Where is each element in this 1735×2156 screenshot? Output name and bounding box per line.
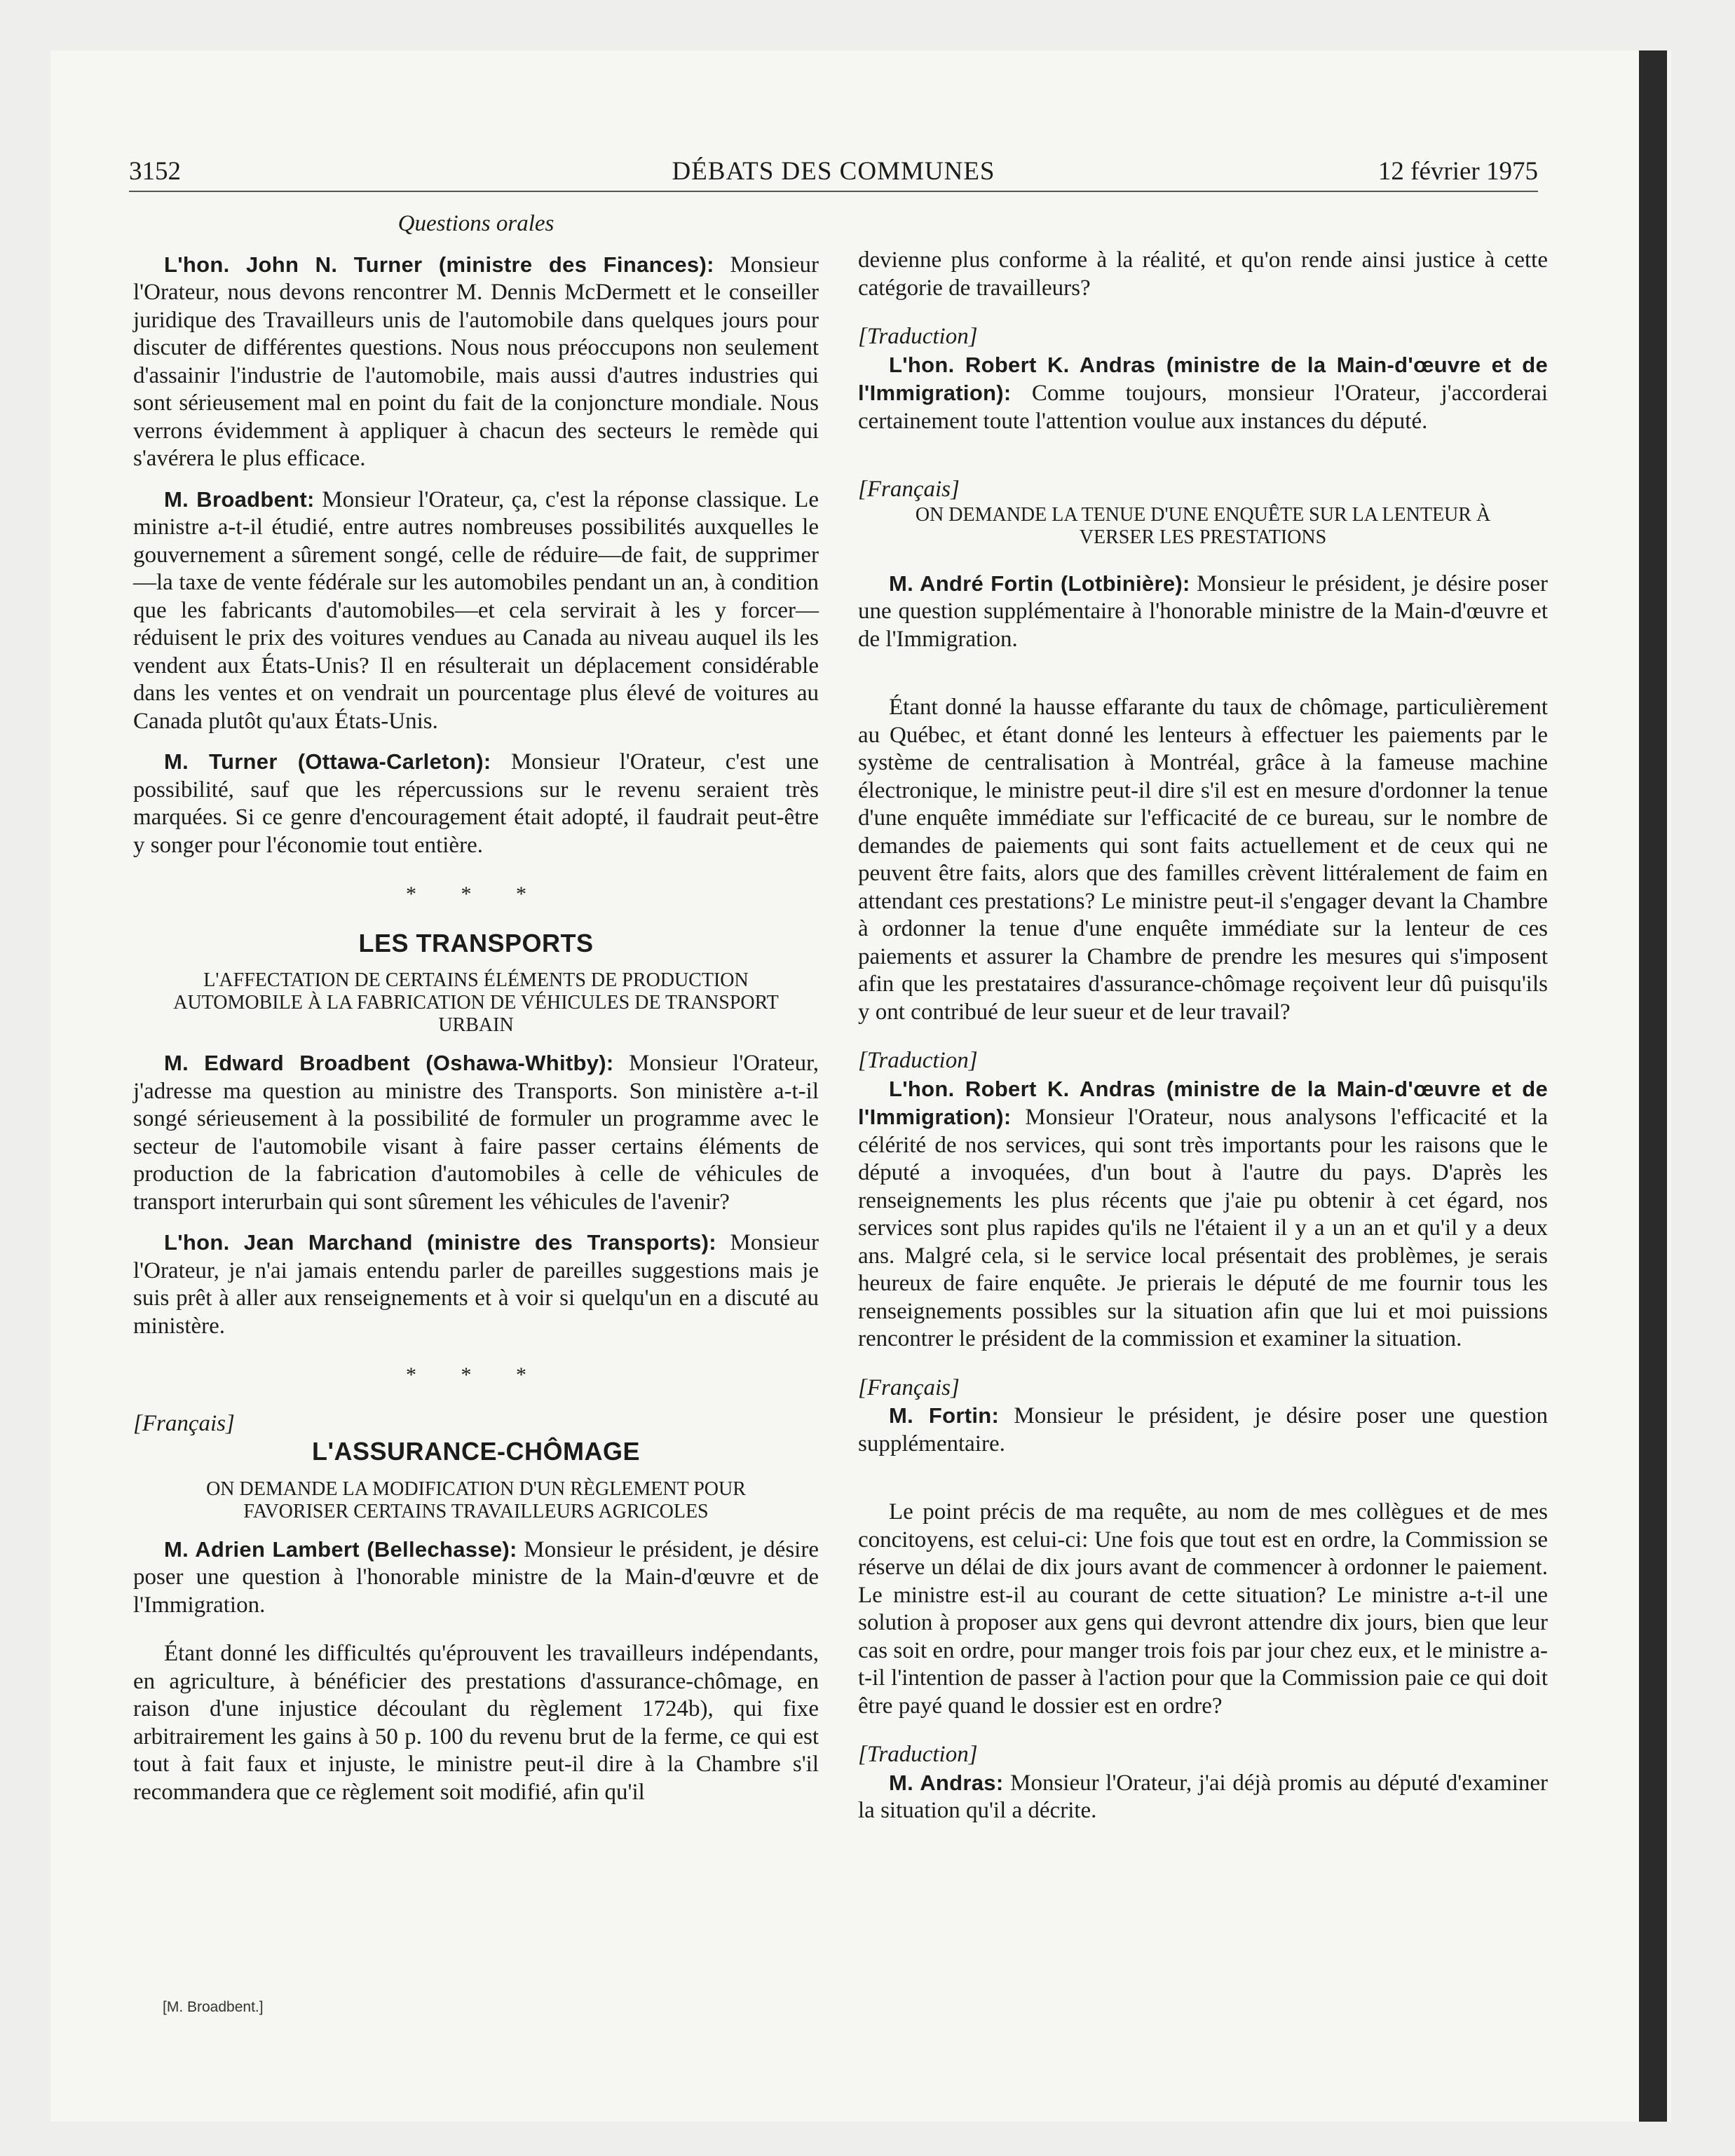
speaker-name: M. André Fortin (Lotbinière): xyxy=(889,571,1190,596)
section-subheading: L'AFFECTATION DE CERTAINS ÉLÉMENTS DE PRODUCTION AUTOMOBILE À LA FABRICATION DE VÉHICULES DE TRANSPORT URBAIN xyxy=(173,969,779,1036)
section-subheading: ON DEMANDE LA TENUE D'UNE ENQUÊTE SUR LA LENTEUR À VERSER LES PRESTATIONS xyxy=(915,503,1491,548)
language-marker: [Traduction] xyxy=(858,324,978,349)
paragraph-text: Monsieur l'Orateur, j'adresse ma question au ministre des Transports. Son ministère a-t-il songé sérieusement à la possibilité de formuler un programme avec le secteur de l'automobile visant à faire passer certains éléments de production de la fabrication d'automobiles à celle de véhicules de transport interurbain qui sont sûrement les véhicules de l'avenir? xyxy=(133,1051,819,1215)
language-marker: [Traduction] xyxy=(858,1048,978,1073)
speaker-name: M. Edward Broadbent (Oshawa-Whitby): xyxy=(164,1051,614,1075)
speaker-name: M. Fortin: xyxy=(889,1403,1000,1428)
language-marker: [Français] xyxy=(133,1410,235,1436)
paragraph-text: Le point précis de ma requête, au nom de mes collègues et de mes concitoyens, est celui-ci: Une fois que tout est en ordre, la Commission se réserve un délai de dix jours avant de commencer à ordonner le paiement. Le ministre est-il au courant de cette situation? Le ministre a-t-il une solution à proposer aux gens qui devront attendre dix jours, bien que leur cas soit en ordre, pour manger trois fois par jour chez eux, et le ministre a-t-il l'intention de passer à l'action pour que la Commission paie ce qui doit être payé quand le dossier est en ordre? xyxy=(858,1499,1548,1719)
paragraph-text: Monsieur le président, je désire poser une question à l'honorable ministre de la Main-d'œuvre et de l'Immigration. xyxy=(133,1536,819,1618)
paragraph xyxy=(858,1402,1548,1458)
speaker-name: M. Broadbent: xyxy=(164,486,315,512)
paragraph-text: Monsieur l'Orateur, c'est une possibilité, sauf que les répercussions sur le revenu seraient très marquées. Si ce genre d'encouragement était adopté, il faudrait peut-être y songer pour l'économie tout entière. xyxy=(133,749,819,858)
paragraph xyxy=(133,1229,819,1340)
section-subtitle: Questions orales xyxy=(397,211,554,236)
right-column xyxy=(858,210,1548,1825)
paragraph-text: Monsieur l'Orateur, nous devons rencontrer M. Dennis McDermett et le conseiller juridique des Travailleurs unis de l'automobile dans quelques jours pour discuter de différentes questions. Nous nous préoccupons non seulement d'assainir l'industrie de l'automobile, mais aussi d'autres industries qui sont sérieusement mal en point du fait de la conjoncture mondiale. Nous verrons évidemment à appliquer à chacun des secteurs le remède qui s'avérera le plus efficace. xyxy=(133,252,819,471)
paragraph-text: Monsieur le président, je désire poser une question supplémentaire. xyxy=(858,1403,1548,1456)
paragraph-text: Monsieur le président, je désire poser une question supplémentaire à l'honorable ministre de la Main-d'œuvre et de l'Immigration. xyxy=(858,571,1548,652)
speaker-name: L'hon. Robert K. Andras (ministre de la Main-d'œuvre et de l'Immigration): xyxy=(858,1076,1548,1129)
section-heading: LES TRANSPORTS xyxy=(358,928,594,957)
page-number: 3152 xyxy=(129,157,181,186)
language-marker: [Français] xyxy=(858,1374,960,1400)
page-footnote: [M. Broadbent.] xyxy=(163,1999,264,2015)
paragraph xyxy=(858,1075,1548,1353)
speaker-name: L'hon. Jean Marchand (ministre des Transports): xyxy=(164,1230,716,1255)
paragraph xyxy=(858,570,1548,654)
paragraph-text: Monsieur l'Orateur, je n'ai jamais entendu parler de pareilles suggestions mais je suis prêt à aller aux renseignements et à voir si quelqu'un en a discuté au ministère. xyxy=(133,1230,819,1339)
page-header xyxy=(129,156,1538,192)
section-separator: * * * xyxy=(406,882,546,906)
section-subheading: ON DEMANDE LA MODIFICATION D'UN RÈGLEMENT POUR FAVORISER CERTAINS TRAVAILLEURS AGRICOLES xyxy=(206,1478,746,1522)
paragraph-text: devienne plus conforme à la réalité, et qu'on rende ainsi justice à cette catégorie de travailleurs? xyxy=(858,247,1548,301)
language-marker: [Français] xyxy=(858,477,960,502)
paragraph xyxy=(133,486,819,736)
scan-edge xyxy=(1639,50,1667,2122)
paragraph xyxy=(858,351,1548,436)
paragraph xyxy=(858,1769,1548,1825)
paragraph xyxy=(133,1049,819,1216)
paragraph xyxy=(133,748,819,859)
paragraph xyxy=(133,1536,819,1620)
paragraph-text: Monsieur l'Orateur, ça, c'est la réponse classique. Le ministre a-t-il étudié, entre autres nombreuses possibilités auxquelles le gouvernement a sûrement songé, celle de réduire—de fait, de supprimer—la taxe de vente fédérale sur les automobiles pendant un an, à condition que les fabricants d'automobiles—et cela servirait à les y forcer—réduisent le prix des voitures vendues au Canada au niveau auquel ils les vendent aux États-Unis? Il en résulterait un déplacement considérable dans les ventes et on vendrait un pourcentage plus élevé de voitures au Canada plutôt qu'aux États-Unis. xyxy=(133,486,819,734)
paragraph-text: Étant donné les difficultés qu'éprouvent les travailleurs indépendants, en agriculture, à bénéficier des prestations d'assurance-chômage, en raison d'une injustice découlant du règlement 1724b), qui fixe arbitrairement les gains à 50 p. 100 du revenu brut de la ferme, ce qui est tout à fait faux et injuste, le ministre peut-il dire à la Chambre s'il recommandera que ce règlement soit modifié, afin qu'il xyxy=(133,1641,819,1805)
section-separator: * * * xyxy=(406,1363,546,1386)
speaker-name: M. Andras: xyxy=(889,1770,1004,1795)
paragraph xyxy=(133,251,819,473)
publication-title: DÉBATS DES COMMUNES xyxy=(672,157,995,186)
paragraph-text: Monsieur l'Orateur, j'ai déjà promis au député d'examiner la situation qu'il a décrite. xyxy=(858,1770,1549,1823)
speaker-name: M. Turner (Ottawa-Carleton): xyxy=(164,749,491,774)
page-date: 12 février 1975 xyxy=(1377,157,1538,186)
speaker-name: L'hon. Robert K. Andras (ministre de la Main-d'œuvre et de l'Immigration): xyxy=(858,352,1548,405)
paragraph-text: Comme toujours, monsieur l'Orateur, j'accorderai certainement toute l'attention voulue aux instances du député. xyxy=(858,381,1548,434)
paragraph-text: Étant donné la hausse effarante du taux de chômage, particulièrement au Québec, et étant donné les lenteurs à effectuer les paiements par le système de centralisation à Montréal, grâce à la fameuse machine électronique, le ministre peut-il dire s'il est en mesure d'ordonner la tenue d'une enquête immédiate sur l'efficacité de ce bureau, sur le nombre de demandes de paiements qui sont faits actuellement et de ceux qui ne peuvent être faits, alors que des familles crèvent littéralement de faim en attendant ces prestations? Le ministre peut-il s'engager devant la Chambre à ordonner la tenue d'une enquête immédiate sur la lenteur de ces paiements et assurer la Chambre de prendre les mesures qui s'imposent afin que les prestataires d'assurance-chômage reçoivent leur dû puisqu'ils y ont contribué de leur sueur et de leur travail? xyxy=(858,695,1548,1025)
left-column xyxy=(133,210,819,1806)
speaker-name: M. Adrien Lambert (Bellechasse): xyxy=(164,1536,517,1562)
section-heading: L'ASSURANCE-CHÔMAGE xyxy=(311,1437,641,1466)
paragraph-text: Monsieur l'Orateur, nous analysons l'efficacité et la célérité de nos services, qui sont très importants pour les raisons que le député a invoquées, d'un bout à l'autre du pays. D'après les renseignements les plus récents que j'aie pu obtenir à cet égard, nos services sont plus rapides qu'ils ne l'étaient il y a un an et qu'il y a deux ans. Malgré cela, si le service local présentait des problèmes, je serais heureux de faire enquête. Je prierais le député de me fournir tous les renseignements possibles sur la situation afin que lui et moi puissions rencontrer le président de la commission et examiner la situation. xyxy=(858,1105,1548,1351)
language-marker: [Traduction] xyxy=(858,1742,978,1767)
speaker-name: L'hon. John N. Turner (ministre des Finances): xyxy=(164,252,714,277)
